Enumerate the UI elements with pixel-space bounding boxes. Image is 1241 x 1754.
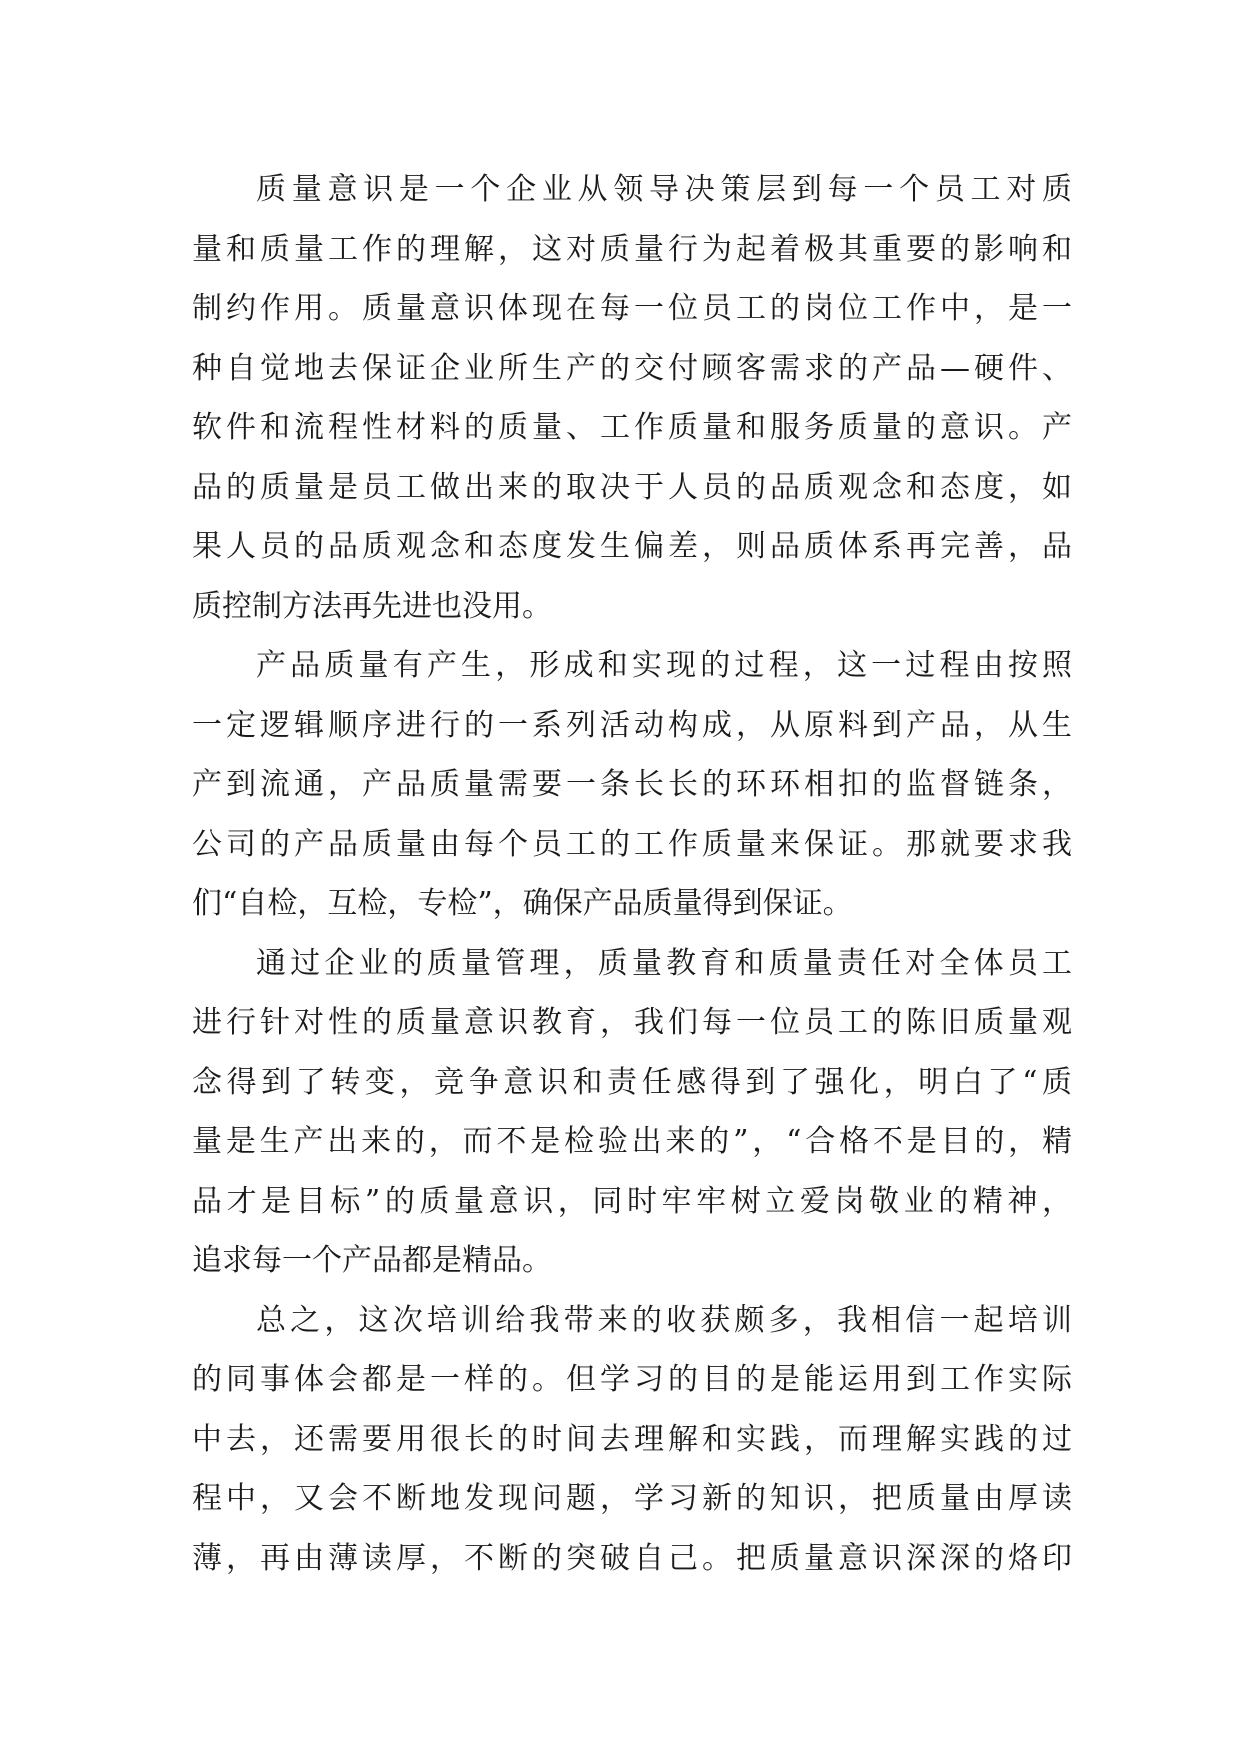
paragraph-3-line-2: 进行针对性的质量意识教育，我们每一位员工的陈旧质量观 bbox=[192, 1005, 1072, 1040]
paragraph-2-line-2: 一定逻辑顺序进行的一系列活动构成，从原料到产品，从生 bbox=[192, 707, 1072, 743]
paragraph-4-line-3: 中去，还需要用很长的时间去理解和实践，而理解实践的过 bbox=[192, 1421, 1072, 1457]
paragraph-1-line-3: 制约作用。质量意识体现在每一位员工的岗位工作中，是一 bbox=[192, 291, 1072, 326]
paragraph-1-line-7: 果人员的品质观念和态度发生偏差，则品质体系再完善，品 bbox=[192, 529, 1072, 564]
paragraph-4-line-5: 薄，再由薄读厚，不断的突破自己。把质量意识深深的烙印 bbox=[192, 1540, 1072, 1576]
document-body bbox=[192, 160, 1072, 1588]
paragraph-2-line-1: 产品质量有产生，形成和实现的过程，这一过程由按照 bbox=[256, 648, 1072, 683]
paragraph-1-line-4: 种自觉地去保证企业所生产的交付顾客需求的产品—硬件、 bbox=[192, 350, 1072, 386]
paragraph-2-line-5: 们“自检，互检，专检”，确保产品质量得到保证。 bbox=[192, 886, 853, 921]
paragraph-1-line-6: 品的质量是员工做出来的取决于人员的品质观念和态度，如 bbox=[192, 469, 1072, 505]
paragraph-3-line-4: 量是生产出来的，而不是检验出来的”，“合格不是目的，精 bbox=[192, 1124, 1072, 1159]
paragraph-1-line-1: 质量意识是一个企业从领导决策层到每一个员工对质 bbox=[256, 172, 1072, 207]
paragraph-1-line-2: 量和质量工作的理解，这对质量行为起着极其重要的影响和 bbox=[192, 231, 1072, 267]
paragraph-2-line-3: 产到流通，产品质量需要一条长长的环环相扣的监督链条， bbox=[192, 767, 1072, 802]
paragraph-3-line-6: 追求每一个产品都是精品。 bbox=[192, 1243, 552, 1278]
paragraph-1-line-8: 质控制方法再先进也没用。 bbox=[192, 588, 552, 624]
paragraph-4-line-1: 总之，这次培训给我带来的收获颇多，我相信一起培训 bbox=[256, 1302, 1072, 1338]
paragraph-3-line-5: 品才是目标”的质量意识，同时牢牢树立爱岗敬业的精神， bbox=[192, 1183, 1072, 1219]
paragraph-4-line-2: 的同事体会都是一样的。但学习的目的是能运用到工作实际 bbox=[192, 1362, 1072, 1397]
paragraph-3-line-3: 念得到了转变，竞争意识和责任感得到了强化，明白了“质 bbox=[192, 1064, 1072, 1100]
paragraph-1-line-5: 软件和流程性材料的质量、工作质量和服务质量的意识。产 bbox=[192, 410, 1072, 445]
paragraph-2-line-4: 公司的产品质量由每个员工的工作质量来保证。那就要求我 bbox=[192, 826, 1072, 862]
paragraph-4-line-4: 程中，又会不断地发现问题，学习新的知识，把质量由厚读 bbox=[192, 1481, 1072, 1516]
paragraph-3-line-1: 通过企业的质量管理，质量教育和质量责任对全体员工 bbox=[256, 945, 1072, 981]
